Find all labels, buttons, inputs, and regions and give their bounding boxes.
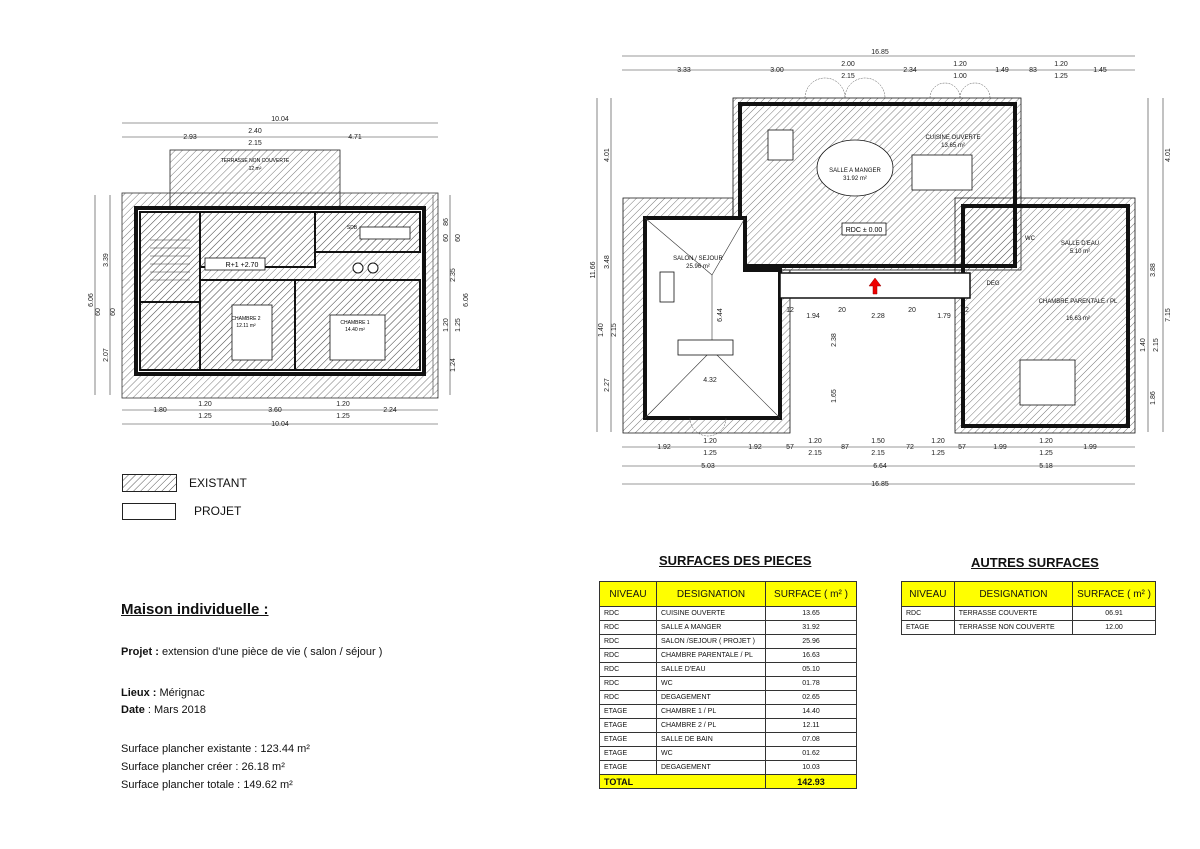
lieux-label: Lieux : [121,687,157,699]
cell-designation: DEGAGEMENT [657,691,766,705]
dim-rdc-bottom-7: 2.15 [808,450,822,457]
cell-designation: CHAMBRE PARENTALE / PL [657,649,766,663]
cell-niveau: ETAGE [600,761,657,775]
plan-rdc [585,45,1175,490]
room-salle-eau: SALLE D'EAU [1060,241,1100,247]
dim-etage-right-7: 1.25 [455,318,462,332]
cell-niveau: RDC [600,677,657,691]
dim-etage-right-2: 60 [443,234,450,242]
cell-surface: 12.00 [1073,621,1156,635]
room-terrasse-etage: TERRASSE NON COUVERTE [220,158,290,164]
dim-rdc-top-8: 1.49 [995,67,1009,74]
level-mark-rdc: RDC ± 0.00 [845,227,883,234]
dim-etage-left-5: 2.07 [103,348,110,362]
dim-rdc-bottom-5: 57 [786,444,794,451]
dim-rdc-inner-8: 2.38 [831,333,838,347]
total-value: 142.93 [766,775,857,789]
table-row [600,719,857,733]
plan-etage [80,110,470,440]
dim-rdc-bottom-11: 72 [906,444,914,451]
dim-rdc-left-2: 11.66 [590,261,597,279]
dim-rdc-bottom-12: 1.20 [931,438,945,445]
cell-niveau: ETAGE [600,705,657,719]
projet-label: Projet : [121,646,159,658]
table-row [600,635,857,649]
legend-existant-label: EXISTANT [189,476,247,490]
dim-rdc-inner-2: 1.94 [806,313,820,320]
dim-rdc-inner-3: 20 [838,307,846,314]
dim-rdc-top-11: 1.25 [1054,73,1068,80]
dim-etage-top-3: 2.15 [248,140,262,147]
dim-rdc-left-4: 1.40 [598,323,605,337]
dim-etage-top-2: 2.40 [248,128,262,135]
dim-rdc-inner-10: 4.32 [703,377,717,384]
room-cuisine: CUISINE OUVERTE [925,135,981,141]
table-row [600,691,857,705]
date-line [121,704,206,716]
cell-designation: CUISINE OUVERTE [657,607,766,621]
date-label: Date [121,704,145,716]
dim-rdc-bottom-14: 57 [958,444,966,451]
col-niveau: NIVEAU [902,582,955,607]
room-terrasse-etage-area: 12 m² [248,166,262,172]
cell-niveau: RDC [600,607,657,621]
dim-rdc-bottom-13: 1.25 [931,450,945,457]
cell-designation: CHAMBRE 1 / PL [657,705,766,719]
cell-niveau: ETAGE [600,747,657,761]
dim-etage-right-6: 1.20 [443,318,450,332]
dim-rdc-left-6: 2.27 [604,378,611,392]
cell-designation: WC [657,677,766,691]
cell-designation: SALLE D'EAU [657,663,766,677]
dim-rdc-right-5: 2.15 [1153,338,1160,352]
room-chambre-parentale: CHAMBRE PARENTALE / PL [1038,299,1118,305]
legend-existant-swatch [122,474,177,492]
cell-surface: 13.65 [766,607,857,621]
dim-etage-top-total: 10.04 [271,116,289,123]
dim-rdc-top-3: 2.00 [841,61,855,68]
dim-rdc-bottom-1: 1.92 [657,444,671,451]
dim-etage-bottom-1: 1.80 [153,407,167,414]
dim-rdc-bottom-16: 1.20 [1039,438,1053,445]
dim-rdc-bottom-3: 1.25 [703,450,717,457]
dim-rdc-bottom-4: 1.92 [748,444,762,451]
table-row [600,663,857,677]
cell-designation: TERRASSE NON COUVERTE [954,621,1072,635]
total-row [600,775,857,789]
col-designation: DESIGNATION [954,582,1072,607]
dim-rdc-left-3: 3.48 [604,255,611,269]
projet-value: extension d'une pièce de vie ( salon / séjour ) [158,646,383,658]
dim-etage-bottom-7: 2.24 [383,407,397,414]
room-cuisine-area: 13.65 m² [941,143,965,149]
room-chambre-parentale-area: 16.63 m² [1066,316,1090,322]
dim-etage-bottom-total: 10.04 [271,421,289,428]
dim-rdc-inner-5: 20 [908,307,916,314]
dim-rdc-bottom-6: 1.20 [808,438,822,445]
dim-rdc-bottom-9: 1.50 [871,438,885,445]
cell-niveau: ETAGE [600,719,657,733]
room-salle-eau-area: 5.10 m² [1069,249,1091,255]
table-row [902,621,1156,635]
dim-etage-top-4: 4.71 [348,134,362,141]
table-row [600,677,857,691]
dim-rdc-inner-6: 1.79 [937,313,951,320]
dim-etage-left-4: 60 [110,308,117,316]
dim-rdc-right-2: 3.88 [1150,263,1157,277]
dim-rdc-right-6: 1.86 [1150,391,1157,405]
table-row [600,607,857,621]
surfaces-pieces-title: SURFACES DES PIECES [659,553,812,568]
room-chambre1: CHAMBRE 1 [340,320,370,326]
lieux-line [121,687,205,699]
table-row [902,607,1156,621]
dim-rdc-top-total: 16.85 [871,49,889,56]
project-title: Maison individuelle : [121,601,269,618]
dim-rdc-inner-1: 12 [786,307,794,314]
level-mark-etage: R+1 +2.70 [225,262,259,269]
dim-rdc-right-3: 7.15 [1165,308,1172,322]
dim-etage-bottom-5: 1.20 [336,401,350,408]
room-salle-manger: SALLE A MANGER [829,168,881,174]
dim-etage-bottom-6: 1.25 [336,413,350,420]
col-niveau: NIVEAU [600,582,657,607]
dim-rdc-bottom-17: 1.25 [1039,450,1053,457]
room-deg: DEG [986,281,1000,287]
table-row [600,621,857,635]
cell-niveau: ETAGE [600,733,657,747]
dim-rdc-top-6: 1.20 [953,61,967,68]
col-designation: DESIGNATION [657,582,766,607]
dim-rdc-top-9: 83 [1029,67,1037,74]
dim-etage-bottom-4: 3.60 [268,407,282,414]
cell-niveau: RDC [600,635,657,649]
dim-rdc-bottom-10: 2.15 [871,450,885,457]
dim-rdc-bottom-21: 5.18 [1039,463,1053,470]
dim-rdc-top-4: 2.15 [841,73,855,80]
dim-rdc-top-7: 1.00 [953,73,967,80]
dim-rdc-right-4: 1.40 [1140,338,1147,352]
cell-designation: SALLE DE BAIN [657,733,766,747]
table-row [600,747,857,761]
cell-designation: DEGAGEMENT [657,761,766,775]
dim-etage-right-8: 1.24 [450,358,457,372]
project-line [121,646,382,658]
lieux-value: Mérignac [156,687,205,699]
cell-surface: 16.63 [766,649,857,663]
autres-surfaces-table [901,581,1156,635]
dim-rdc-bottom-2: 1.20 [703,438,717,445]
dim-etage-right-1: 86 [443,218,450,226]
dim-etage-right-3: 60 [455,234,462,242]
dim-rdc-top-10: 1.20 [1054,61,1068,68]
dim-rdc-inner-9: 1.65 [831,389,838,403]
cell-surface: 31.92 [766,621,857,635]
cell-surface: 05.10 [766,663,857,677]
total-label: TOTAL [600,775,766,789]
table-row [600,705,857,719]
dim-rdc-top-12: 1.45 [1093,67,1107,74]
dim-rdc-left-5: 2.15 [611,323,618,337]
surface-totale: Surface plancher totale : 149.62 m² [121,779,293,791]
room-salle-manger-area: 31.92 m² [843,176,867,182]
room-chambre2: CHAMBRE 2 [231,316,261,322]
room-sdb: SDB [346,225,358,231]
table-row [600,733,857,747]
dim-rdc-bottom-19: 5.03 [701,463,715,470]
room-salon: SALON / SEJOUR [673,256,723,262]
room-salon-area: 25.96 m² [686,264,710,270]
cell-niveau: RDC [902,607,955,621]
cell-designation: TERRASSE COUVERTE [954,607,1072,621]
dim-rdc-bottom-8: 87 [841,444,849,451]
room-wc: WC [1025,236,1035,242]
dim-rdc-top-1: 3.33 [677,67,691,74]
cell-surface: 06.91 [1073,607,1156,621]
surface-existante: Surface plancher existante : 123.44 m² [121,743,310,755]
cell-designation: SALON /SEJOUR ( PROJET ) [657,635,766,649]
dim-etage-bottom-2: 1.20 [198,401,212,408]
dim-rdc-inner-11: 6.44 [717,308,724,322]
cell-surface: 10.03 [766,761,857,775]
cell-surface: 14.40 [766,705,857,719]
cell-designation: WC [657,747,766,761]
room-chambre2-area: 12.11 m² [236,323,256,329]
dim-etage-left-3: 60 [95,308,102,316]
room-chambre1-area: 14.40 m² [345,327,365,333]
cell-surface: 02.65 [766,691,857,705]
dim-etage-top-1: 2.93 [183,134,197,141]
dim-etage-left-2: 3.39 [103,253,110,267]
dim-rdc-bottom-20: 6.64 [873,463,887,470]
dim-etage-right-4: 2.35 [450,268,457,282]
dim-etage-bottom-3: 1.25 [198,413,212,420]
cell-niveau: ETAGE [902,621,955,635]
legend-projet-swatch [122,503,176,520]
autres-surfaces-title: AUTRES SURFACES [971,555,1099,570]
dim-rdc-top-2: 3.00 [770,67,784,74]
date-value: : Mars 2018 [144,704,206,716]
cell-niveau: RDC [600,691,657,705]
table-row [600,649,857,663]
cell-designation: SALLE A MANGER [657,621,766,635]
cell-niveau: RDC [600,649,657,663]
dim-rdc-bottom-15: 1.99 [993,444,1007,451]
dim-rdc-bottom-total: 16.85 [871,481,889,488]
dim-rdc-inner-7: 12 [961,307,969,314]
cell-surface: 07.08 [766,733,857,747]
surface-creer: Surface plancher créer : 26.18 m² [121,761,285,773]
legend-projet-label: PROJET [194,504,242,518]
cell-surface: 25.96 [766,635,857,649]
dim-rdc-inner-4: 2.28 [871,313,885,320]
dim-rdc-right-1: 4.01 [1165,148,1172,162]
dim-rdc-bottom-18: 1.99 [1083,444,1097,451]
table-row [600,761,857,775]
cell-surface: 01.78 [766,677,857,691]
cell-niveau: RDC [600,621,657,635]
dim-rdc-top-5: 2.34 [903,67,917,74]
col-surface: SURFACE ( m² ) [766,582,857,607]
cell-niveau: RDC [600,663,657,677]
col-surface: SURFACE ( m² ) [1073,582,1156,607]
surfaces-pieces-table [599,581,857,789]
cell-designation: CHAMBRE 2 / PL [657,719,766,733]
dim-etage-left-1: 6.06 [88,293,95,307]
cell-surface: 01.62 [766,747,857,761]
dim-etage-right-5: 6.06 [463,293,470,307]
dim-rdc-left-1: 4.01 [604,148,611,162]
cell-surface: 12.11 [766,719,857,733]
